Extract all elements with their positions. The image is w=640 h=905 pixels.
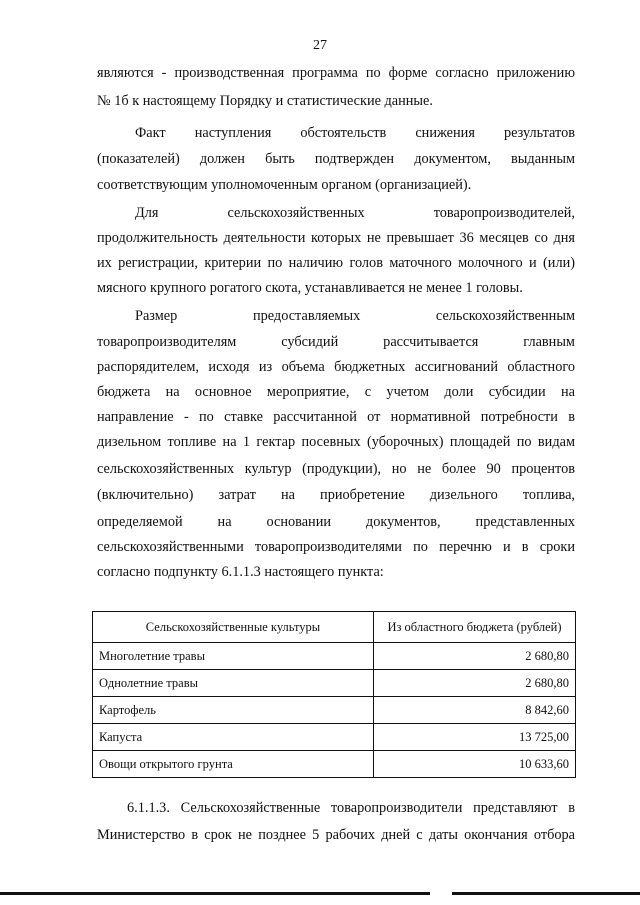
text-line: (показателей) должен быть подтвержден документом, выданным: [97, 151, 575, 167]
table-row: [93, 697, 576, 724]
crop-name: Однолетние травы: [93, 670, 374, 697]
column-header-crop: Сельскохозяйственные культуры: [93, 612, 374, 643]
table-row: [93, 670, 576, 697]
text-line: продолжительность деятельности которых не превышает 36 месяцев со дня: [97, 230, 575, 246]
text-line: 6.1.1.3. Сельскохозяйственные товаропроизводители представляют в: [127, 800, 575, 816]
text-line: сельскохозяйственных культур (продукции), но не более 90 процентов: [97, 461, 575, 477]
text-line: являются - производственная программа по форме согласно приложению: [97, 65, 575, 81]
column-header-amount: Из областного бюджета (рублей): [374, 612, 576, 643]
text-line: товаропроизводителям субсидий рассчитывается главным: [97, 334, 575, 350]
table-header-row: [93, 612, 576, 643]
text-line: направление - по ставке рассчитанной от нормативной потребности в: [97, 409, 575, 425]
crop-name: Картофель: [93, 697, 374, 724]
crop-name: Капуста: [93, 724, 374, 751]
text-line: (включительно) затрат на приобретение дизельного топлива,: [97, 487, 575, 503]
text-line: определяемой на основании документов, представленных: [97, 514, 575, 530]
text-line: их регистрации, критерии по наличию голов маточного молочного и (или): [97, 255, 575, 271]
table-row: [93, 751, 576, 778]
text-line: № 1б к настоящему Порядку и статистические данные.: [97, 93, 433, 109]
subsidy-rates-table: [92, 611, 576, 778]
text-line: дизельном топливе на 1 гектар посевных (уборочных) площадей по видам: [97, 434, 575, 450]
subsidy-amount: 8 842,60: [374, 697, 576, 724]
subsidy-amount: 2 680,80: [374, 670, 576, 697]
table-row: [93, 643, 576, 670]
subsidy-amount: 2 680,80: [374, 643, 576, 670]
crop-name: Многолетние травы: [93, 643, 374, 670]
scan-bottom-edge: [0, 892, 640, 895]
text-line: мясного крупного рогатого скота, устанавливается не менее 1 головы.: [97, 280, 523, 296]
subsidy-amount: 13 725,00: [374, 724, 576, 751]
page-number: 27: [313, 38, 327, 53]
text-line: согласно подпункту 6.1.1.3 настоящего пункта:: [97, 564, 384, 580]
table-row: [93, 724, 576, 751]
text-line: Размер предоставляемых сельскохозяйственным: [135, 308, 575, 324]
text-line: Для сельскохозяйственных товаропроизводителей,: [135, 205, 575, 221]
text-line: Министерство в срок не позднее 5 рабочих дней с даты окончания отбора: [97, 827, 575, 843]
subsidy-amount: 10 633,60: [374, 751, 576, 778]
scan-edge-gap: [430, 891, 452, 896]
text-line: бюджета на основное мероприятие, с учетом доли субсидии на: [97, 384, 575, 400]
text-line: сельскохозяйственными товаропроизводителями по перечню и в сроки: [97, 539, 575, 555]
text-line: Факт наступления обстоятельств снижения результатов: [135, 125, 575, 141]
crop-name: Овощи открытого грунта: [93, 751, 374, 778]
text-line: соответствующим уполномоченным органом (организацией).: [97, 177, 472, 193]
text-line: распорядителем, исходя из объема бюджетных ассигнований областного: [97, 359, 575, 375]
